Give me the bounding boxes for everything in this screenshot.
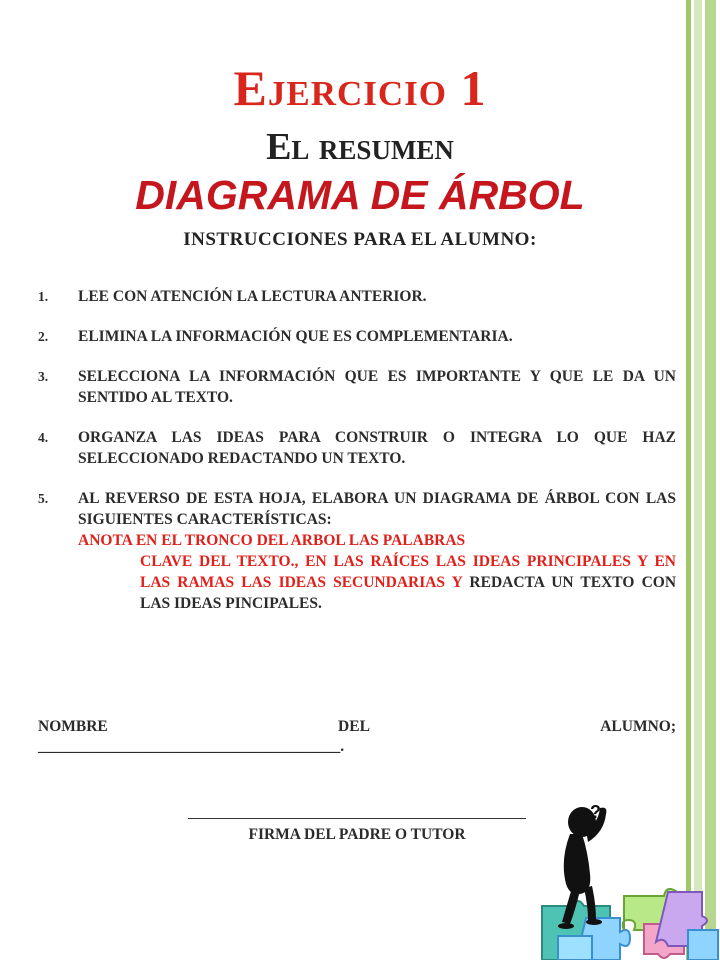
red-instruction-text: ANOTA EN EL TRONCO DEL ARBOL LAS PALABRAS (78, 532, 466, 549)
instruction-item (38, 326, 676, 347)
question-mark-icon (590, 802, 601, 822)
exercise-title: Ejercicio 1 (233, 60, 487, 116)
instruction-text: AL REVERSO DE ESTA HOJA, ELABORA UN DIAGRAMA DE ÁRBOL CON LAS SIGUIENTES CARACTERÍSTICAS: (78, 490, 676, 528)
instruction-text: ORGANZA LAS IDEAS PARA CONSTRUIR O INTEGRA LO QUE HAZ SELECCIONADO REDACTANDO UN TEXTO. (78, 429, 676, 467)
instructions-heading: INSTRUCCIONES PARA EL ALUMNO: (183, 229, 537, 250)
instruction-number: 5. (38, 491, 49, 506)
thinking-figure-puzzle-icon (528, 796, 720, 960)
student-name-blank[interactable]: _______________________________________. (38, 738, 345, 755)
instruction-detail (78, 530, 676, 614)
instruction-text: SELECCIONA LA INFORMACIÓN QUE ES IMPORTANTE Y QUE LE DA UN SENTIDO AL TEXTO. (78, 368, 676, 406)
instruction-text: LEE CON ATENCIÓN LA LECTURA ANTERIOR. (78, 288, 427, 305)
name-label-word: ALUMNO; (600, 718, 676, 735)
instruction-item (38, 488, 676, 614)
instructions-list (38, 286, 676, 633)
instruction-item (38, 427, 676, 469)
diagram-title: DIAGRAMA DE ÁRBOL (135, 172, 585, 218)
red-instruction-text: CLAVE DEL TEXTO., EN LAS RAÍCES LAS IDEAS PRINCIPALES Y EN LAS RAMAS LAS IDEAS SECUNDARIAS Y (140, 553, 676, 591)
instruction-text: REDACTA UN TEXTO CON LAS IDEAS PINCIPALES. (140, 574, 677, 612)
instruction-item (38, 366, 676, 408)
name-label-word: NOMBRE (38, 718, 108, 735)
instruction-number: 2. (38, 329, 49, 344)
instruction-detail-indent (78, 551, 676, 614)
exercise-subtitle: El resumen (266, 126, 454, 168)
signature-label: FIRMA DEL PADRE O TUTOR (248, 826, 466, 843)
name-label-word: DEL (338, 718, 370, 735)
student-name-label (38, 718, 676, 736)
instruction-number: 1. (38, 289, 49, 304)
instruction-number: 4. (38, 430, 49, 445)
instruction-number: 3. (38, 369, 49, 384)
signature-line[interactable] (188, 818, 526, 819)
instruction-text: ELIMINA LA INFORMACIÓN QUE ES COMPLEMENTARIA. (78, 328, 513, 345)
svg-text:?: ? (590, 802, 601, 822)
instruction-item (38, 286, 676, 307)
